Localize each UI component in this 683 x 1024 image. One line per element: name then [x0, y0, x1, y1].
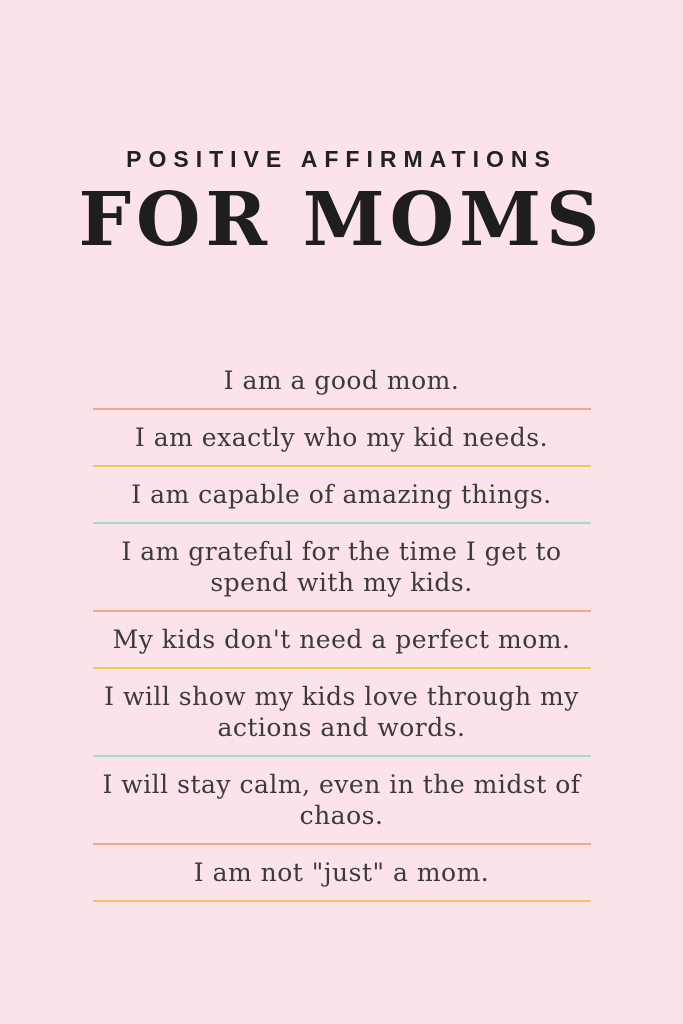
- affirmations-list: [93, 353, 591, 902]
- affirmation-text: I am grateful for the time I get to spend with my kids.: [121, 537, 562, 597]
- affirmation-text: I will show my kids love through my actions and words.: [104, 682, 579, 742]
- affirmation-item: [93, 467, 591, 524]
- poster-header: [0, 0, 683, 263]
- poster-title: FOR MOMS: [78, 177, 605, 263]
- affirmation-text: I am capable of amazing things.: [131, 480, 552, 509]
- affirmation-item: [93, 669, 591, 757]
- affirmation-text: I will stay calm, even in the midst of chaos.: [102, 770, 581, 830]
- affirmation-item: [93, 757, 591, 845]
- affirmation-item: [93, 410, 591, 467]
- affirmation-item: [93, 353, 591, 410]
- affirmation-item: [93, 524, 591, 612]
- affirmation-text: My kids don't need a perfect mom.: [112, 625, 571, 654]
- affirmation-text: I am exactly who my kid needs.: [134, 423, 549, 452]
- poster-subtitle: POSITIVE AFFIRMATIONS: [126, 146, 557, 172]
- affirmation-text: I am not "just" a mom.: [193, 858, 490, 887]
- affirmation-item: [93, 845, 591, 902]
- affirmation-text: I am a good mom.: [223, 366, 460, 395]
- affirmation-item: [93, 612, 591, 669]
